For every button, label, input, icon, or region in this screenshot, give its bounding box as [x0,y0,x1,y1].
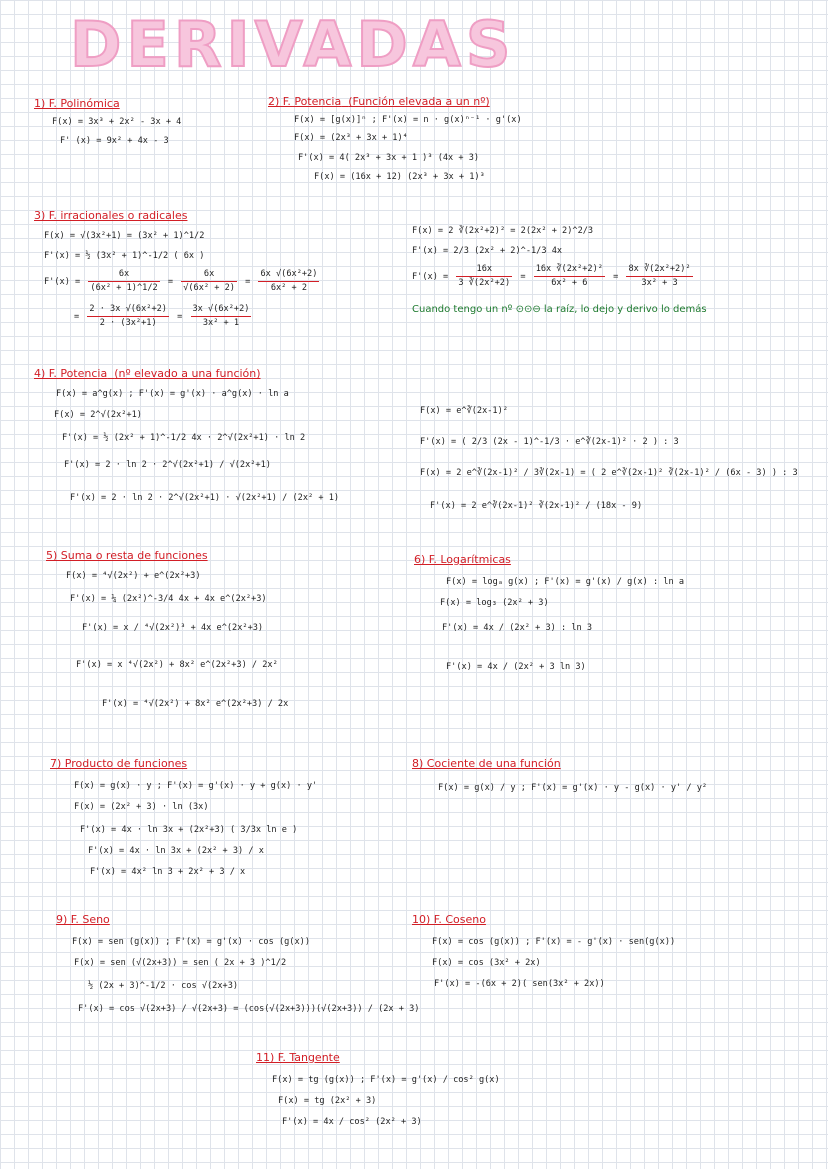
fraction-numerator: 8x ∛(2x²+2)² [626,263,692,277]
section-heading: 3) F. irracionales o radicales [34,209,188,222]
formula-prefix: F'(x) = [44,277,81,287]
section-potencia-exponencial [34,366,339,506]
section-polinomica [34,96,181,149]
section-irracionales: 3) F. irracionales o radicales F(x) = √(3x²+1) = (3x² + 1)^1/2 F'(x) = ½ (3x² + 1)^-1/2 ( 6x ) F'(x) = $\frac{6x}{\text{(6x² + 1)\textasciicircum{}1/2}}$ = $\frac{6x}{\text{√(6x² + 2)}}$ = $\frac{\text{6x √(6x²+2)}}{\text{6x² + 2}}$ = $\frac{\text{2 · 3x √(6x²+2)}}{\text{2 · (3x²+1)}}$ = $\frac{\text{3x √(6x²+2)}}{\text{3x² + 1}}$ [34,208,414,330]
formula-line: F'(x) = 4x · ln 3x + (2x²+3) ( 3/3x ln e ) [80,825,298,835]
fraction-numerator: 6x [88,268,159,282]
formula-line: F(x) = 2 e^∛(2x-1)² / 3∛(2x-1) = ( 2 e^∛(2x-1)² ∛(2x-1)² / (6x - 3) ) : 3 [420,468,798,478]
formula-line: F'(x) = 4x² ln 3 + 2x² + 3 / x [90,867,246,877]
section-potencia [268,94,522,185]
formula-line: F'(x) = ⁴√(2x²) + 8x² e^(2x²+3) / 2x [102,699,289,709]
section-cociente [412,756,707,796]
formula-line: ½ (2x + 3)^-1/2 · cos √(2x+3) [88,981,239,991]
fraction-denominator: 3 ∛(2x²+2) [458,278,511,288]
formula-line: F(x) = (2x² + 3) · ln (3x) [74,802,209,812]
formula-line: F'(x) = x ⁴√(2x²) + 8x² e^(2x²+3) / 2x² [76,660,278,670]
section-heading: 7) Producto de funciones [50,757,188,770]
fraction-denominator: (6x² + 1)^1/2 [90,283,158,293]
formula-line: F'(x) = ¼ (2x²)^-3/4 4x + 4x e^(2x²+3) [70,594,267,604]
formula-line: F'(x) = 4( 2x³ + 3x + 1 )³ (4x + 3) [298,153,480,163]
section-producto [50,756,317,880]
section-heading: 4) F. Potencia [34,367,108,380]
section-heading: 10) F. Coseno [412,913,486,926]
formula-line: F(x) = e^∛(2x-1)² [420,406,508,416]
formula-line: F'(x) = -(6x + 2)( sen(3x² + 2x)) [434,979,605,989]
section-coseno [412,912,675,992]
formula-line: F'(x) = 2 e^∛(2x-1)² ∛(2x-1)² / (18x - 9) [430,501,643,511]
section-heading: 6) F. Logarítmicas [414,553,511,566]
formula-line: F'(x) = 2 · ln 2 · 2^√(2x²+1) / √(2x²+1) [64,460,271,470]
formula-line: F'(x) = 4x / (2x² + 3) : ln 3 [442,623,593,633]
formula-line: F'(x) = x / ⁴√(2x²)³ + 4x e^(2x²+3) [82,623,264,633]
fraction-denominator: √(6x² + 2) [183,283,235,293]
section-note: (Función elevada a un nº) [348,95,490,108]
rule-note: Cuando tengo un nº ⊙⊙⊖ la raíz, lo dejo y derivo lo demás [412,304,707,315]
formula-line: F(x) = √(3x²+1) = (3x² + 1)^1/2 [44,231,205,241]
formula-line: F(x) = 2 ∛(2x²+2)² = 2(2x² + 2)^2/3 [412,226,594,236]
section-seno [56,912,419,1017]
fraction-numerator: 6x [181,268,237,282]
section-heading: 2) F. Potencia [268,95,342,108]
section-note: (nº elevado a una función) [114,367,261,380]
fraction-numerator: 6x √(6x²+2) [258,268,319,282]
formula-line: F(x) = cos (3x² + 2x) [432,958,541,968]
fraction-numerator: 3x √(6x²+2) [191,303,252,317]
formula-line: F'(x) = 4x · ln 3x + (2x² + 3) / x [88,846,264,856]
formula-line: F(x) = ⁴√(2x²) + e^(2x²+3) [66,571,201,581]
fraction-numerator: 16x ∛(2x²+2)² [534,263,605,277]
formula-line: F(x) = cos (g(x)) ; F'(x) = - g'(x) · sen(g(x)) [432,937,676,947]
formula-line: F(x) = sen (√(2x+3)) = sen ( 2x + 3 )^1/2 [74,958,287,968]
formula-line: F'(x) = 2/3 (2x² + 2)^-1/3 4x [412,246,563,256]
formula-line: F(x) = logₐ g(x) ; F'(x) = g'(x) / g(x) : ln a [446,577,684,587]
formula-line: F(x) = tg (g(x)) ; F'(x) = g'(x) / cos² g(x) [272,1075,500,1085]
section-heading: 8) Cociente de una función [412,757,561,770]
formula-line: F(x) = g(x) / y ; F'(x) = g'(x) · y - g(x) · y' / y² [438,783,708,793]
formula-line: F(x) = a^g(x) ; F'(x) = g'(x) · a^g(x) · ln a [56,389,289,399]
formula-line: F'(x) = 4x / (2x² + 3 ln 3) [446,662,586,672]
formula-line: F(x) = log₃ (2x² + 3) [440,598,549,608]
section-heading: 9) F. Seno [56,913,110,926]
fraction-denominator: 2 · (3x²+1) [99,318,157,328]
fraction-denominator: 3x² + 1 [202,318,240,328]
formula-line: F(x) = sen (g(x)) ; F'(x) = g'(x) · cos (g(x)) [72,937,310,947]
fraction-denominator: 6x² + 2 [270,283,308,293]
fraction-numerator: 2 · 3x √(6x²+2) [87,303,169,317]
fraction-numerator: 16x [456,263,512,277]
section-heading: 1) F. Polinómica [34,97,120,110]
formula-line: F'(x) = ½ (3x² + 1)^-1/2 ( 6x ) [44,251,205,261]
formula-line: F(x) = tg (2x² + 3) [278,1096,377,1106]
section-logaritmicas [414,552,684,675]
formula-line: F(x) = (16x + 12) (2x³ + 3x + 1)³ [314,172,485,182]
formula-line: F'(x) = 4x / cos² (2x² + 3) [282,1117,422,1127]
fraction-denominator: 3x² + 3 [641,278,678,288]
page-title: DERIVADAS [70,8,516,81]
formula-line: F'(x) = cos √(2x+3) / √(2x+3) = (cos(√(2x+3)))(√(2x+3)) / (2x + 3) [78,1004,420,1014]
formula-line: F'(x) = ( 2/3 (2x - 1)^-1/3 · e^∛(2x-1)² · 2 ) : 3 [420,437,679,447]
formula-prefix: F'(x) = [412,272,449,282]
section-potencia-exponencial-ejemplo [420,404,798,514]
section-irracionales-ejemplo: F(x) = 2 ∛(2x²+2)² = 2(2x² + 2)^2/3 F'(x) = 2/3 (2x² + 2)^-1/3 4x F'(x) = $\frac{16x}{\text{3 ∛(2x²+2)}}$ = $\frac{\text{16x ∛(2x²+2)²}}{\text{6x² + 6}}$ = $\frac{\text{8x ∛(2x²+2)²}}{\text{3x² + 3}}$ Cuando tengo un nº ⊙⊙⊖ la raíz, lo dejo y derivo lo demás [412,224,822,315]
formula-line: F(x) = 2^√(2x²+1) [54,410,142,420]
formula-line: F(x) = g(x) · y ; F'(x) = g'(x) · y + g(x) · y' [74,781,318,791]
formula-line: F(x) = [g(x)]ⁿ ; F'(x) = n · g(x)ⁿ⁻¹ · g'(x) [294,115,522,125]
section-heading: 11) F. Tangente [256,1051,340,1064]
formula-line: F' (x) = 9x² + 4x - 3 [60,136,169,146]
formula-line: F'(x) = ½ (2x² + 1)^-1/2 4x · 2^√(2x²+1) · ln 2 [62,433,306,443]
formula-line: F(x) = (2x³ + 3x + 1)⁴ [294,133,408,143]
section-heading: 5) Suma o resta de funciones [46,549,208,562]
fraction-denominator: 6x² + 6 [551,278,588,288]
section-tangente [256,1050,500,1130]
formula-line: F(x) = 3x³ + 2x² - 3x + 4 [52,117,182,127]
formula-line: F'(x) = 2 · ln 2 · 2^√(2x²+1) · √(2x²+1) / (2x² + 1) [70,493,340,503]
section-suma-resta [46,548,288,712]
